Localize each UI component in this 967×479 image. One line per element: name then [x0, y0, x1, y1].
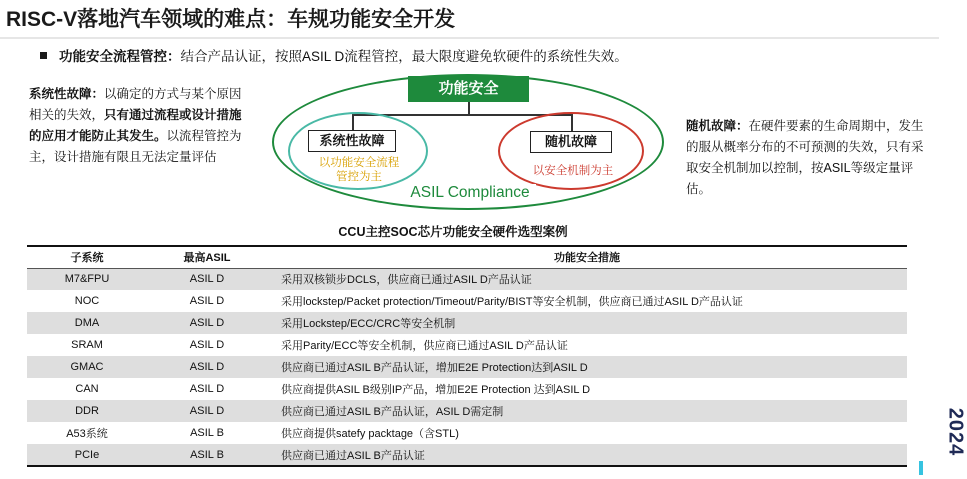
table-row: [27, 444, 907, 466]
table-row: [27, 290, 907, 312]
bullet-square-icon: [40, 52, 47, 59]
table-row: [27, 334, 907, 356]
cell-asil: ASIL D: [147, 400, 267, 422]
systematic-fault-label: 系统性故障：: [29, 87, 105, 101]
cell-asil: ASIL B: [147, 444, 267, 466]
table-row: [27, 268, 907, 290]
systematic-fault-text1: 以确定的方式与某个原因相关的失效，: [29, 87, 242, 122]
header-safety-measures: 功能安全措施: [267, 246, 907, 268]
functional-safety-diagram: [272, 74, 672, 214]
cell-subsystem: NOC: [27, 290, 147, 312]
table-header-row: [27, 246, 907, 268]
cell-subsystem: DDR: [27, 400, 147, 422]
table-caption: CCU主控SOC芯片功能安全硬件选型案例: [338, 225, 568, 239]
cell-subsystem: A53系统: [27, 422, 147, 444]
functional-safety-box: 功能安全: [408, 76, 529, 102]
cell-asil: ASIL D: [147, 334, 267, 356]
cell-measure: 采用Lockstep/ECC/CRC等安全机制: [267, 312, 907, 334]
cell-subsystem: CAN: [27, 378, 147, 400]
random-fault-note: [686, 116, 926, 200]
systematic-fault-emphasis: 只有通过流程或设计措施的应用才能防止其发生。: [29, 108, 242, 143]
random-fault-box: 随机故障: [530, 131, 612, 153]
table-row: [27, 356, 907, 378]
cell-measure: 采用Parity/ECC等安全机制，供应商已通过ASIL D产品认证: [267, 334, 907, 356]
bullet-process-control: [40, 45, 628, 65]
asil-compliance-label: ASIL Compliance: [404, 184, 536, 202]
cell-asil: ASIL D: [147, 356, 267, 378]
random-fault-text: 在硬件要素的生命周期中，发生的服从概率分布的不可预测的失效，只有采取安全机制加以控制，按ASIL等级定量评估。: [686, 119, 924, 196]
bullet-bold-label: 功能安全流程管控：: [59, 49, 181, 64]
systematic-fault-box: 系统性故障: [308, 130, 396, 152]
cell-subsystem: SRAM: [27, 334, 147, 356]
systematic-caption-line1: 以功能安全流程: [318, 157, 400, 169]
year-text: 2024: [944, 407, 967, 457]
cell-asil: ASIL D: [147, 312, 267, 334]
table-row: [27, 378, 907, 400]
slide-title: RISC-V落地汽车领域的难点：车规功能安全开发: [6, 8, 456, 31]
cell-subsystem: PCIe: [27, 444, 147, 466]
cell-asil: ASIL D: [147, 290, 267, 312]
systematic-fault-caption: [302, 156, 416, 184]
cell-subsystem: GMAC: [27, 356, 147, 378]
title-divider: [0, 37, 939, 39]
systematic-caption-line2: 管控为主: [336, 171, 382, 183]
systematic-fault-note: [29, 84, 254, 168]
year-accent-bar: [919, 461, 923, 475]
random-fault-caption: 以安全机制为主: [532, 165, 614, 177]
bullet-text: 结合产品认证，按照ASIL D流程管控，最大限度避免软硬件的系统性失效。: [180, 49, 628, 64]
cell-measure: 供应商提供ASIL B级别IP产品，增加E2E Protection 达到ASIL D: [267, 378, 907, 400]
cell-asil: ASIL D: [147, 378, 267, 400]
table-row: [27, 422, 907, 444]
cell-measure: 采用双核锁步DCLS，供应商已通过ASIL D产品认证: [267, 268, 907, 290]
connector-vertical: [468, 102, 470, 114]
cell-subsystem: M7&FPU: [27, 268, 147, 290]
table-row: [27, 400, 907, 422]
cell-measure: 采用lockstep/Packet protection/Timeout/Parity/BIST等安全机制，供应商已通过ASIL D产品认证: [267, 290, 907, 312]
cell-measure: 供应商已通过ASIL B产品认证，增加E2E Protection达到ASIL D: [267, 356, 907, 378]
random-fault-label: 随机故障：: [686, 119, 749, 133]
safety-measures-table: [27, 245, 907, 467]
header-subsystem: 子系统: [27, 246, 147, 268]
cell-subsystem: DMA: [27, 312, 147, 334]
header-max-asil: 最高ASIL: [147, 246, 267, 268]
year-watermark: [908, 398, 967, 466]
cell-measure: 供应商已通过ASIL B产品认证: [267, 444, 907, 466]
cell-measure: 供应商已通过ASIL B产品认证，ASIL D需定制: [267, 400, 907, 422]
systematic-fault-text2: 以流程管控为主，设计措施有限且无法定量评估: [29, 129, 242, 164]
table-row: [27, 312, 907, 334]
cell-asil: ASIL D: [147, 268, 267, 290]
cell-measure: 供应商提供satefy packtage（含STL): [267, 422, 907, 444]
cell-asil: ASIL B: [147, 422, 267, 444]
